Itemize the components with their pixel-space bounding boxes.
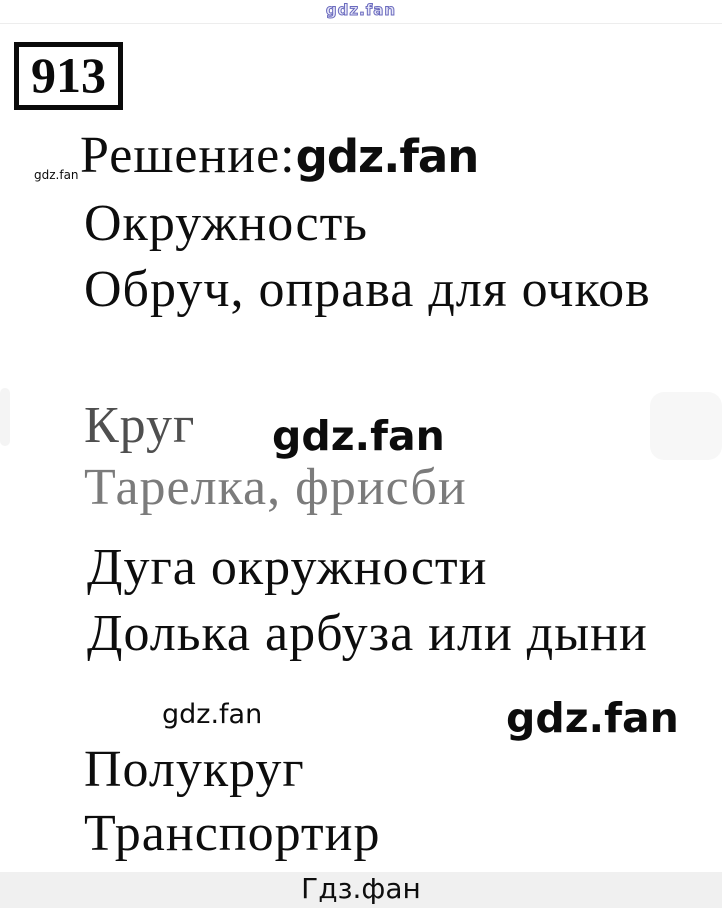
example-arc-line: Долька арбуза или дыни: [87, 605, 648, 662]
problem-number: 913: [31, 47, 106, 103]
top-divider-line: [0, 23, 722, 24]
problem-number-box: [14, 42, 123, 110]
faded-watermark-mark-right: [650, 392, 722, 460]
example-disk-line: Тарелка, фрисби: [84, 459, 467, 516]
term-arc-line: Дуга окружности: [87, 539, 488, 596]
term-circle-line: Окружность: [84, 195, 369, 252]
example-circle-line: Обруч, оправа для очков: [84, 261, 651, 318]
term-semicircle-line: Полукруг: [84, 741, 305, 798]
faded-watermark-mark-left: [0, 388, 10, 446]
bottom-right-watermark: gdz.fan: [506, 694, 679, 742]
site-logo-text: Гдз.фан: [301, 872, 421, 905]
solution-label: Решение:: [80, 127, 296, 184]
bottom-left-watermark: gdz.fan: [162, 699, 263, 730]
term-disk-line: Круг: [84, 397, 196, 454]
middle-watermark: gdz.fan: [272, 412, 445, 460]
solution-heading-watermark: gdz.fan: [295, 130, 479, 183]
solution-heading: [80, 128, 478, 184]
top-watermark: gdz.fan: [325, 1, 397, 19]
example-semicircle-line: Транспортир: [84, 805, 381, 862]
left-small-watermark: gdz.fan: [34, 168, 79, 182]
